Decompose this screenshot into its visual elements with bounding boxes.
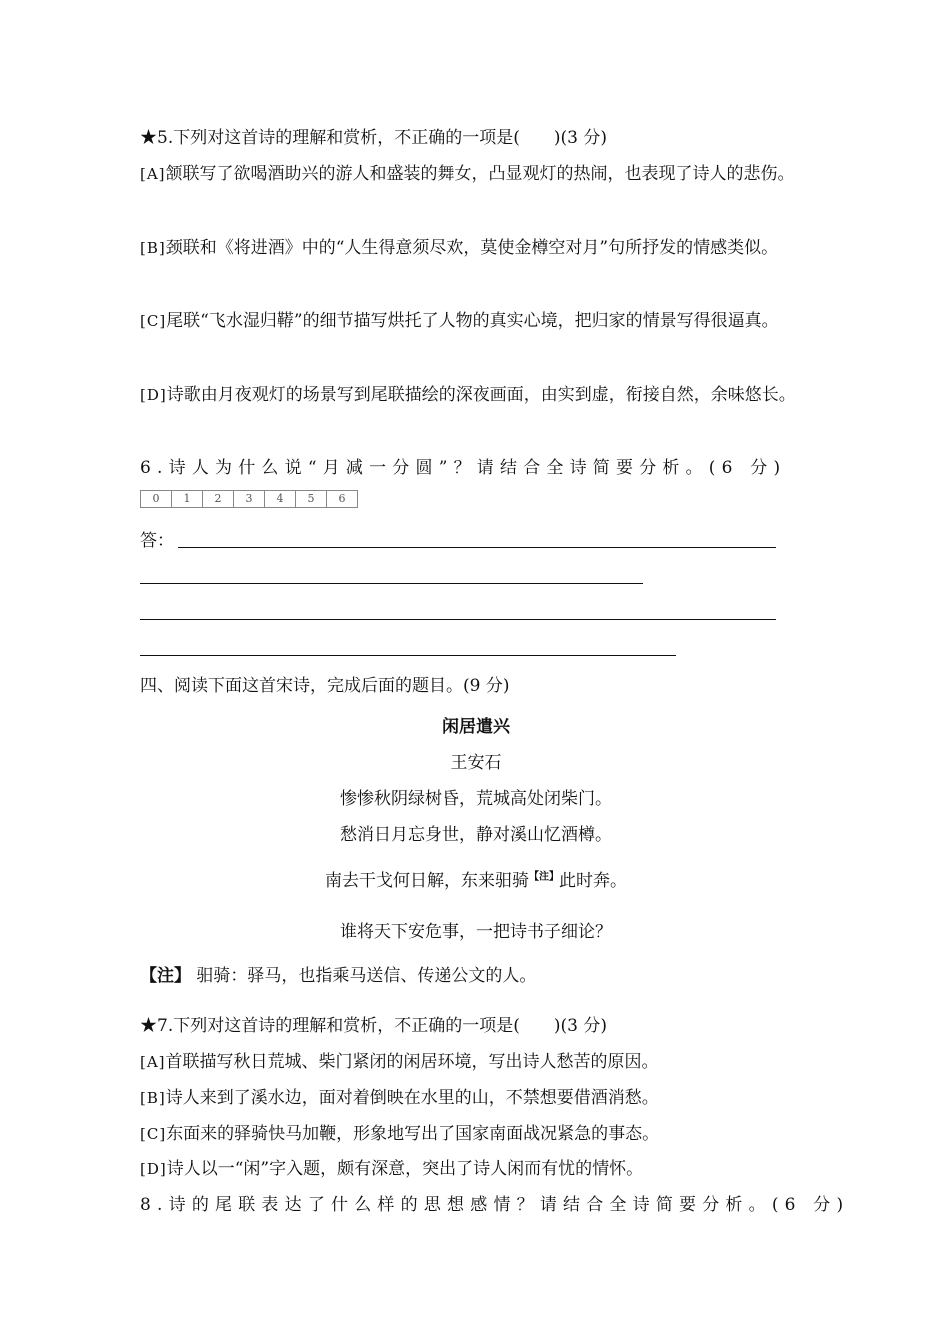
q7-option-d — [140, 1159, 643, 1179]
q5-option-c-text: 尾联“飞水湿归鞯”的细节描写烘托了人物的真实心境，把归家的情景写得很逼真。 — [166, 311, 779, 331]
q5-option-d-tag: [D] — [140, 386, 167, 404]
q5-option-b-tag: [B] — [140, 239, 166, 257]
score-box[interactable]: 2 — [203, 491, 234, 507]
q5-option-b — [140, 229, 812, 267]
score-box[interactable]: 1 — [172, 491, 203, 507]
answer-label: 答： — [140, 531, 174, 551]
q7-option-d-tag: [D] — [140, 1160, 167, 1178]
q7-option-a-text: 首联描写秋日荒城、柴门紧闭的闲居环境，写出诗人愁苦的原因。 — [165, 1052, 659, 1072]
q5-option-c — [140, 302, 812, 340]
q7-option-a — [140, 1052, 659, 1072]
poem-line-3 — [140, 866, 812, 891]
score-box[interactable]: 5 — [296, 491, 327, 507]
q5-option-a — [140, 155, 812, 193]
q5-option-a-tag: [A] — [140, 165, 166, 183]
q5-option-a-text: 颔联写了欲喝酒助兴的游人和盛装的舞女，凸显观灯的热闹，也表现了诗人的悲伤。 — [165, 164, 795, 184]
q5-option-d — [140, 376, 812, 414]
q7-option-b-text: 诗人来到了溪水边，面对着倒映在水里的山，不禁想要借酒消愁。 — [165, 1088, 659, 1108]
annotation-marker: 【注】 — [529, 871, 559, 883]
score-scale — [140, 490, 358, 508]
q5-stem: ★5.下列对这首诗的理解和赏析，不正确的一项是( )(3 分) — [140, 128, 607, 148]
q7-stem: ★7.下列对这首诗的理解和赏析，不正确的一项是( )(3 分) — [140, 1016, 607, 1036]
q7-option-b — [140, 1088, 659, 1108]
answer-line[interactable] — [140, 655, 676, 656]
poem-line-4: 谁将天下安危事，一把诗书子细论？ — [340, 922, 612, 942]
section-heading: 四、阅读下面这首宋诗，完成后面的题目。(9 分) — [140, 676, 510, 696]
annotation-text: 驲骑：驿马，也指乘马送信、传递公文的人。 — [191, 966, 537, 986]
q8-stem: 8.诗的尾联表达了什么样的思想感情？请结合全诗简要分析。(6 分) — [140, 1195, 850, 1215]
answer-line[interactable] — [140, 583, 643, 584]
q6-stem: 6.诗人为什么说“月减一分圆”？请结合全诗简要分析。(6 分) — [140, 458, 787, 478]
poem-title: 闲居遣兴 — [442, 717, 510, 737]
score-box[interactable]: 4 — [265, 491, 296, 507]
poem-author: 王安石 — [450, 753, 502, 773]
poem-line-3-end: 此时奔。 — [559, 871, 627, 891]
q7-option-c-tag: [C] — [140, 1125, 167, 1143]
score-box[interactable]: 6 — [338, 492, 346, 505]
q7-option-a-tag: [A] — [140, 1053, 166, 1071]
q7-option-c-text: 东面来的驿骑快马加鞭，形象地写出了国家南面战况紧急的事态。 — [166, 1124, 660, 1144]
q7-option-d-text: 诗人以一“闲”字入题，颇有深意，突出了诗人闲而有忧的情怀。 — [166, 1159, 644, 1179]
q7-option-b-tag: [B] — [140, 1089, 166, 1107]
poem-line-2: 愁消日月忘身世，静对溪山忆酒樽。 — [340, 825, 612, 845]
answer-line[interactable] — [140, 619, 776, 620]
score-box[interactable]: 3 — [234, 491, 265, 507]
answer-line[interactable] — [178, 547, 776, 548]
score-box[interactable]: 0 — [141, 491, 172, 507]
q7-option-c — [140, 1124, 659, 1144]
poem-line-1: 惨惨秋阴绿树昏，荒城高处闭柴门。 — [340, 789, 612, 809]
annotation-label: 【注】 — [140, 966, 191, 986]
annotation — [140, 966, 536, 986]
q5-option-d-text: 诗歌由月夜观灯的场景写到尾联描绘的深夜画面，由实到虚，衔接自然，余味悠长。 — [166, 385, 796, 405]
poem-line-3-start: 南去干戈何日解，东来驲骑 — [325, 871, 529, 891]
q5-option-b-text: 颈联和《将进酒》中的“人生得意须尽欢，莫使金樽空对月”句所抒发的情感类似。 — [165, 238, 779, 258]
q5-option-c-tag: [C] — [140, 312, 167, 330]
